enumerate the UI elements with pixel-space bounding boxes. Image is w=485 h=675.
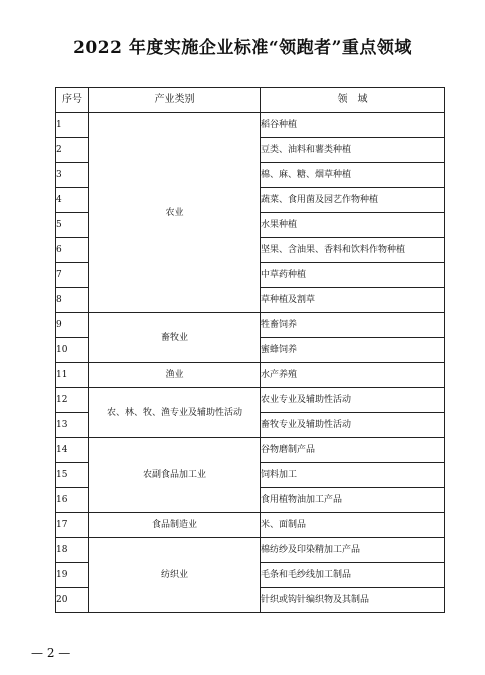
field-cell: 豆类、油料和薯类种植 xyxy=(261,138,445,163)
field-cell: 食用植物油加工产品 xyxy=(261,488,445,513)
field-cell: 牲畜饲养 xyxy=(261,313,445,338)
industry-category-cell: 农业 xyxy=(89,113,261,313)
field-cell: 中草药种植 xyxy=(261,263,445,288)
industry-category-cell: 畜牧业 xyxy=(89,313,261,363)
table-header-row xyxy=(56,88,445,113)
header-field: 领 域 xyxy=(261,88,445,113)
table-row xyxy=(56,313,445,338)
row-number: 14 xyxy=(56,438,89,463)
row-number: 7 xyxy=(56,263,89,288)
row-number: 9 xyxy=(56,313,89,338)
table-row xyxy=(56,438,445,463)
row-number: 16 xyxy=(56,488,89,513)
row-number: 20 xyxy=(56,588,89,613)
row-number: 2 xyxy=(56,138,89,163)
row-number: 15 xyxy=(56,463,89,488)
field-cell: 针织或钩针编织物及其制品 xyxy=(261,588,445,613)
field-cell: 米、面制品 xyxy=(261,513,445,538)
table-row xyxy=(56,113,445,138)
field-cell: 坚果、含油果、香料和饮料作物种植 xyxy=(261,238,445,263)
row-number: 19 xyxy=(56,563,89,588)
row-number: 17 xyxy=(56,513,89,538)
page-title: 2022 年度实施企业标准“领跑者”重点领域 xyxy=(73,38,412,58)
field-cell: 蔬菜、食用菌及园艺作物种植 xyxy=(261,188,445,213)
table-body xyxy=(56,113,445,613)
field-cell: 农业专业及辅助性活动 xyxy=(261,388,445,413)
key-fields-table xyxy=(55,87,445,613)
header-number: 序号 xyxy=(56,88,89,113)
row-number: 1 xyxy=(56,113,89,138)
row-number: 5 xyxy=(56,213,89,238)
table-row xyxy=(56,363,445,388)
table-row xyxy=(56,513,445,538)
row-number: 8 xyxy=(56,288,89,313)
field-cell: 棉、麻、糖、烟草种植 xyxy=(261,163,445,188)
field-cell: 水产养殖 xyxy=(261,363,445,388)
table-row xyxy=(56,538,445,563)
row-number: 11 xyxy=(56,363,89,388)
row-number: 3 xyxy=(56,163,89,188)
field-cell: 饲料加工 xyxy=(261,463,445,488)
row-number: 10 xyxy=(56,338,89,363)
field-cell: 棉纺纱及印染精加工产品 xyxy=(261,538,445,563)
field-cell: 毛条和毛纱线加工制品 xyxy=(261,563,445,588)
row-number: 13 xyxy=(56,413,89,438)
row-number: 6 xyxy=(56,238,89,263)
header-industry-category: 产业类别 xyxy=(89,88,261,113)
industry-category-cell: 食品制造业 xyxy=(89,513,261,538)
field-cell: 草种植及割草 xyxy=(261,288,445,313)
industry-category-cell: 渔业 xyxy=(89,363,261,388)
row-number: 18 xyxy=(56,538,89,563)
field-cell: 谷物磨制产品 xyxy=(261,438,445,463)
field-cell: 蜜蜂饲养 xyxy=(261,338,445,363)
field-cell: 稻谷种植 xyxy=(261,113,445,138)
page-number: — 2 — xyxy=(31,646,71,660)
row-number: 4 xyxy=(56,188,89,213)
industry-category-cell: 农、林、牧、渔专业及辅助性活动 xyxy=(89,388,261,438)
industry-category-cell: 农副食品加工业 xyxy=(89,438,261,513)
table-row xyxy=(56,388,445,413)
row-number: 12 xyxy=(56,388,89,413)
field-cell: 水果种植 xyxy=(261,213,445,238)
field-cell: 畜牧专业及辅助性活动 xyxy=(261,413,445,438)
industry-category-cell: 纺织业 xyxy=(89,538,261,613)
